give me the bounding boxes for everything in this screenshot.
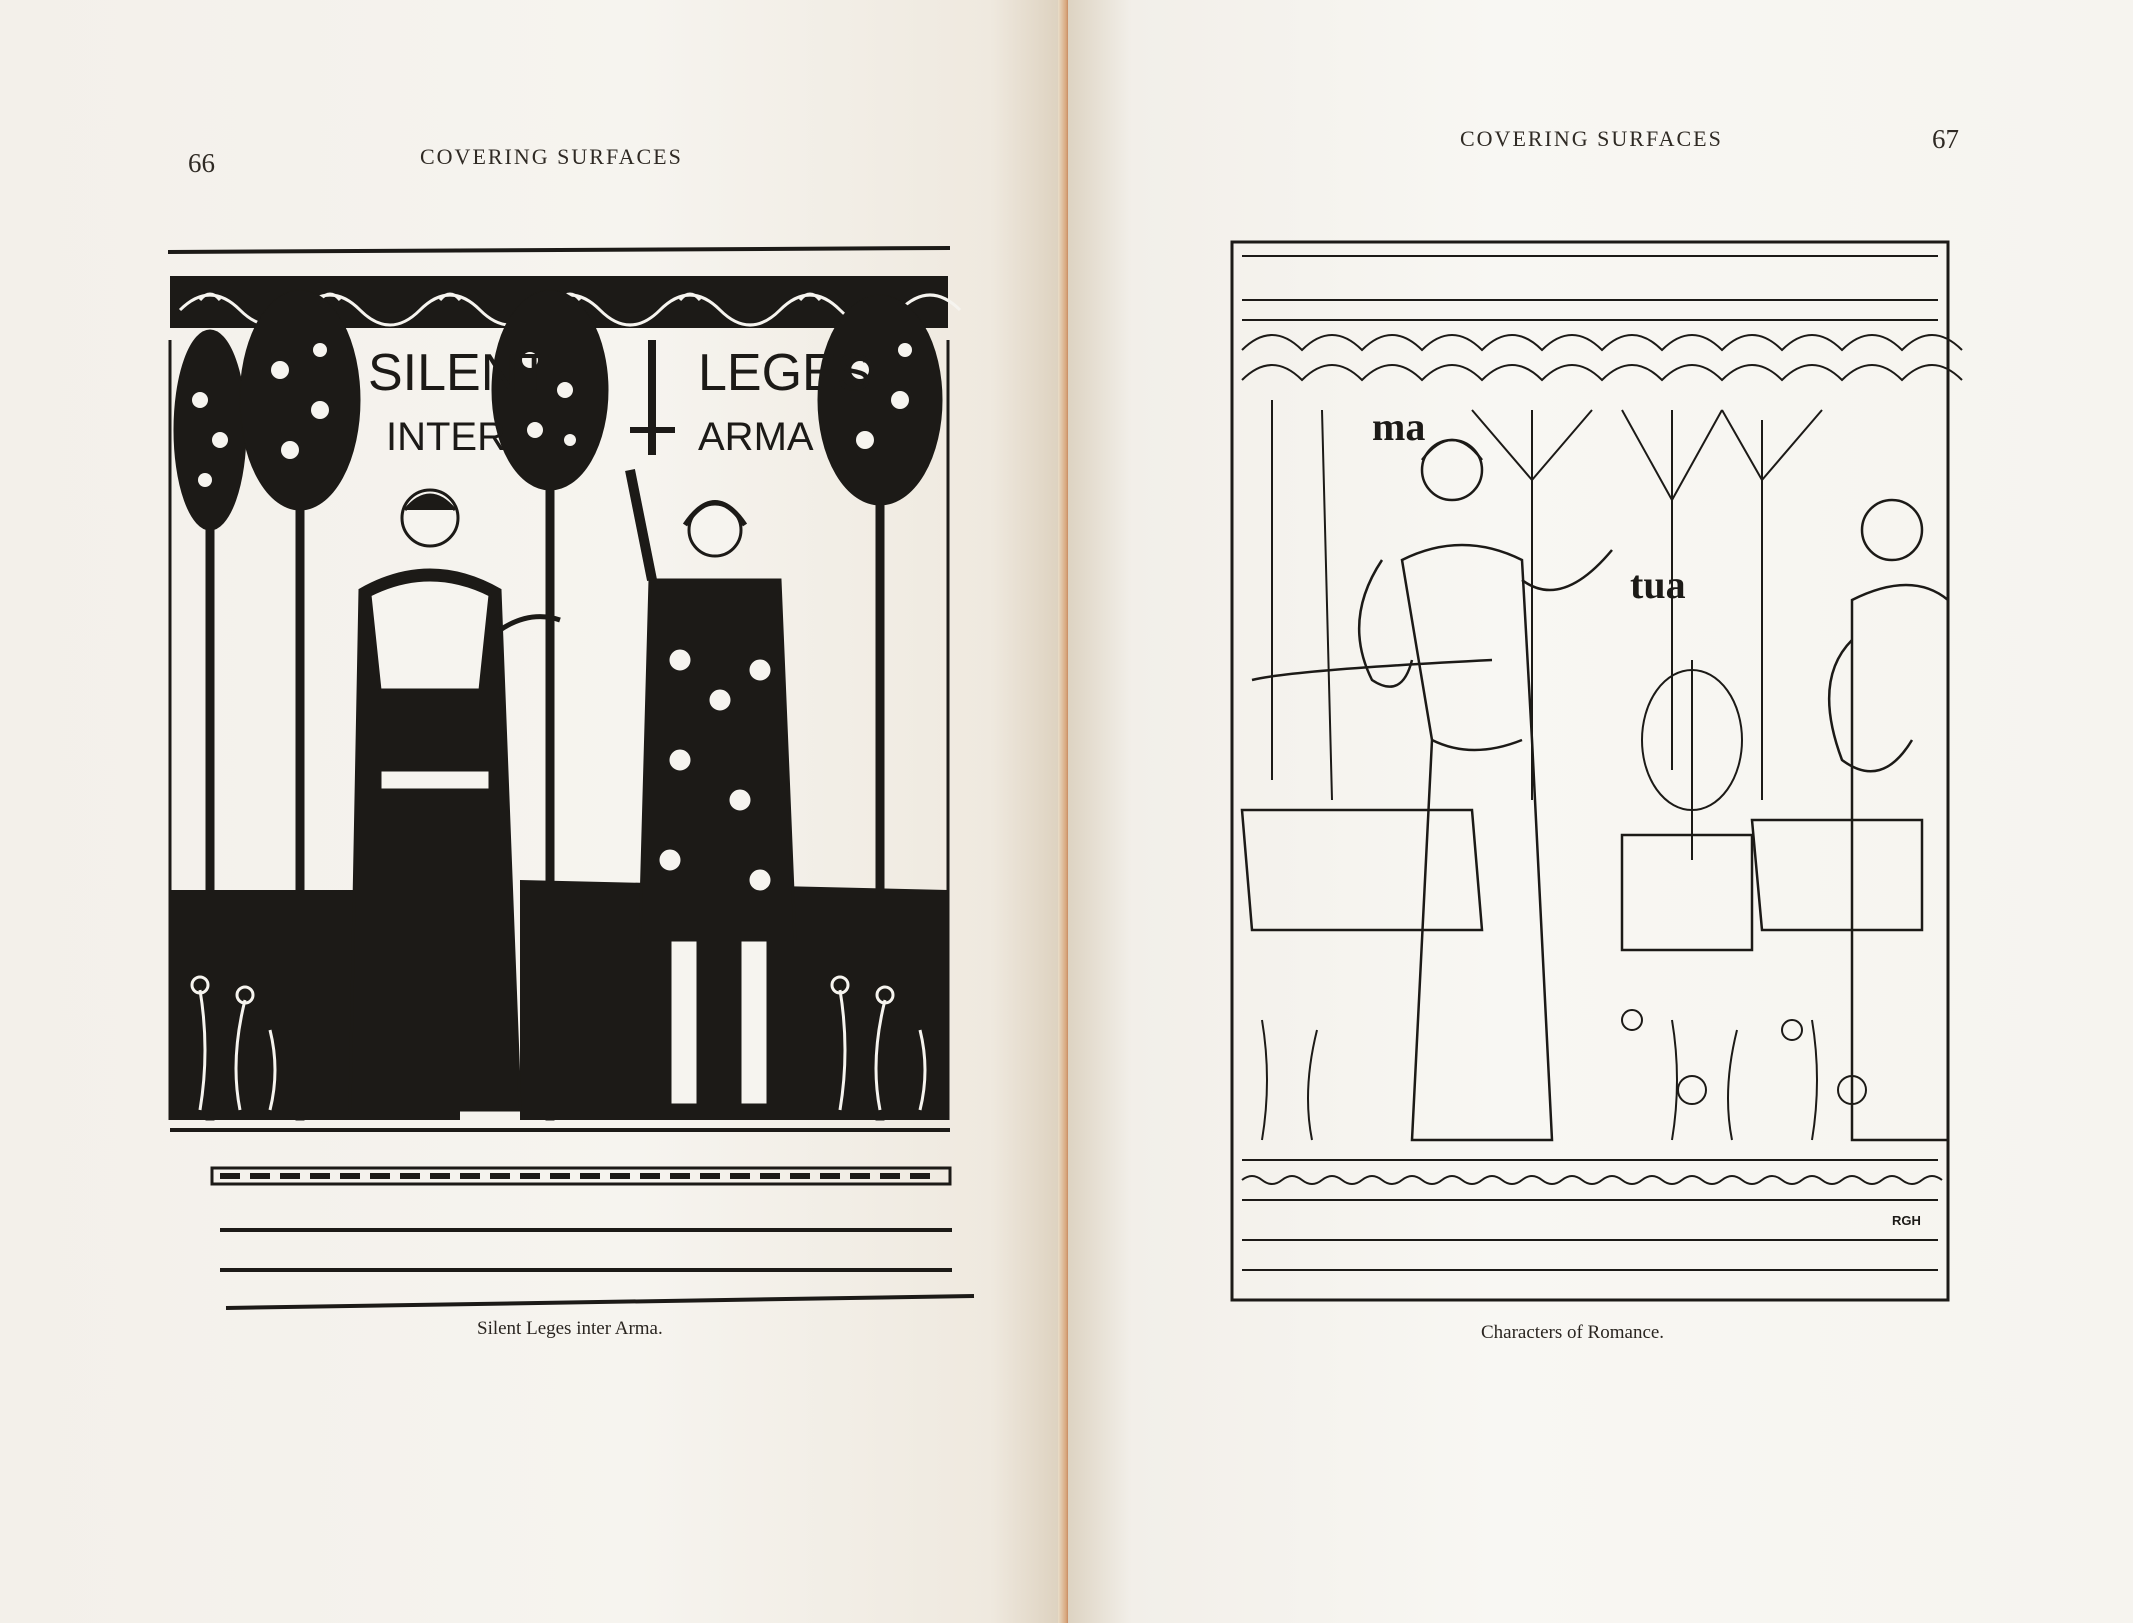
right-page [1068,0,2133,1623]
page-number-right: 67 [1932,124,1959,154]
plate-lettering-silent: SILENT [368,344,551,402]
artist-monogram: RGH [1892,1213,1921,1228]
plate-lettering-leges: LEGES [698,344,872,402]
page-number-left: 66 [188,148,215,178]
plate-lettering-arma: ARMA [698,415,814,459]
running-head-right: COVERING SURFACES [1460,126,1723,151]
caption-right: Characters of Romance. [1481,1322,1665,1343]
illustration-characters-of-romance [1232,240,1952,1320]
foliage-canopy [1242,335,1962,800]
small-tree [1642,660,1742,860]
plate-lettering-inter: INTER [386,415,506,459]
scroll-text-ma: ma [1372,404,1426,449]
foreground-flowers-right [1262,1010,1866,1140]
banner-scrolls [1242,660,1922,950]
illustration-silent-leges [160,240,960,1320]
caption-left: Silent Leges inter Arma. [477,1318,663,1339]
scroll-text-tua: tua [1630,562,1686,607]
running-head-left: COVERING SURFACES [420,144,683,169]
left-page [0,0,1065,1623]
figure-woman-romance [1359,440,1612,1140]
